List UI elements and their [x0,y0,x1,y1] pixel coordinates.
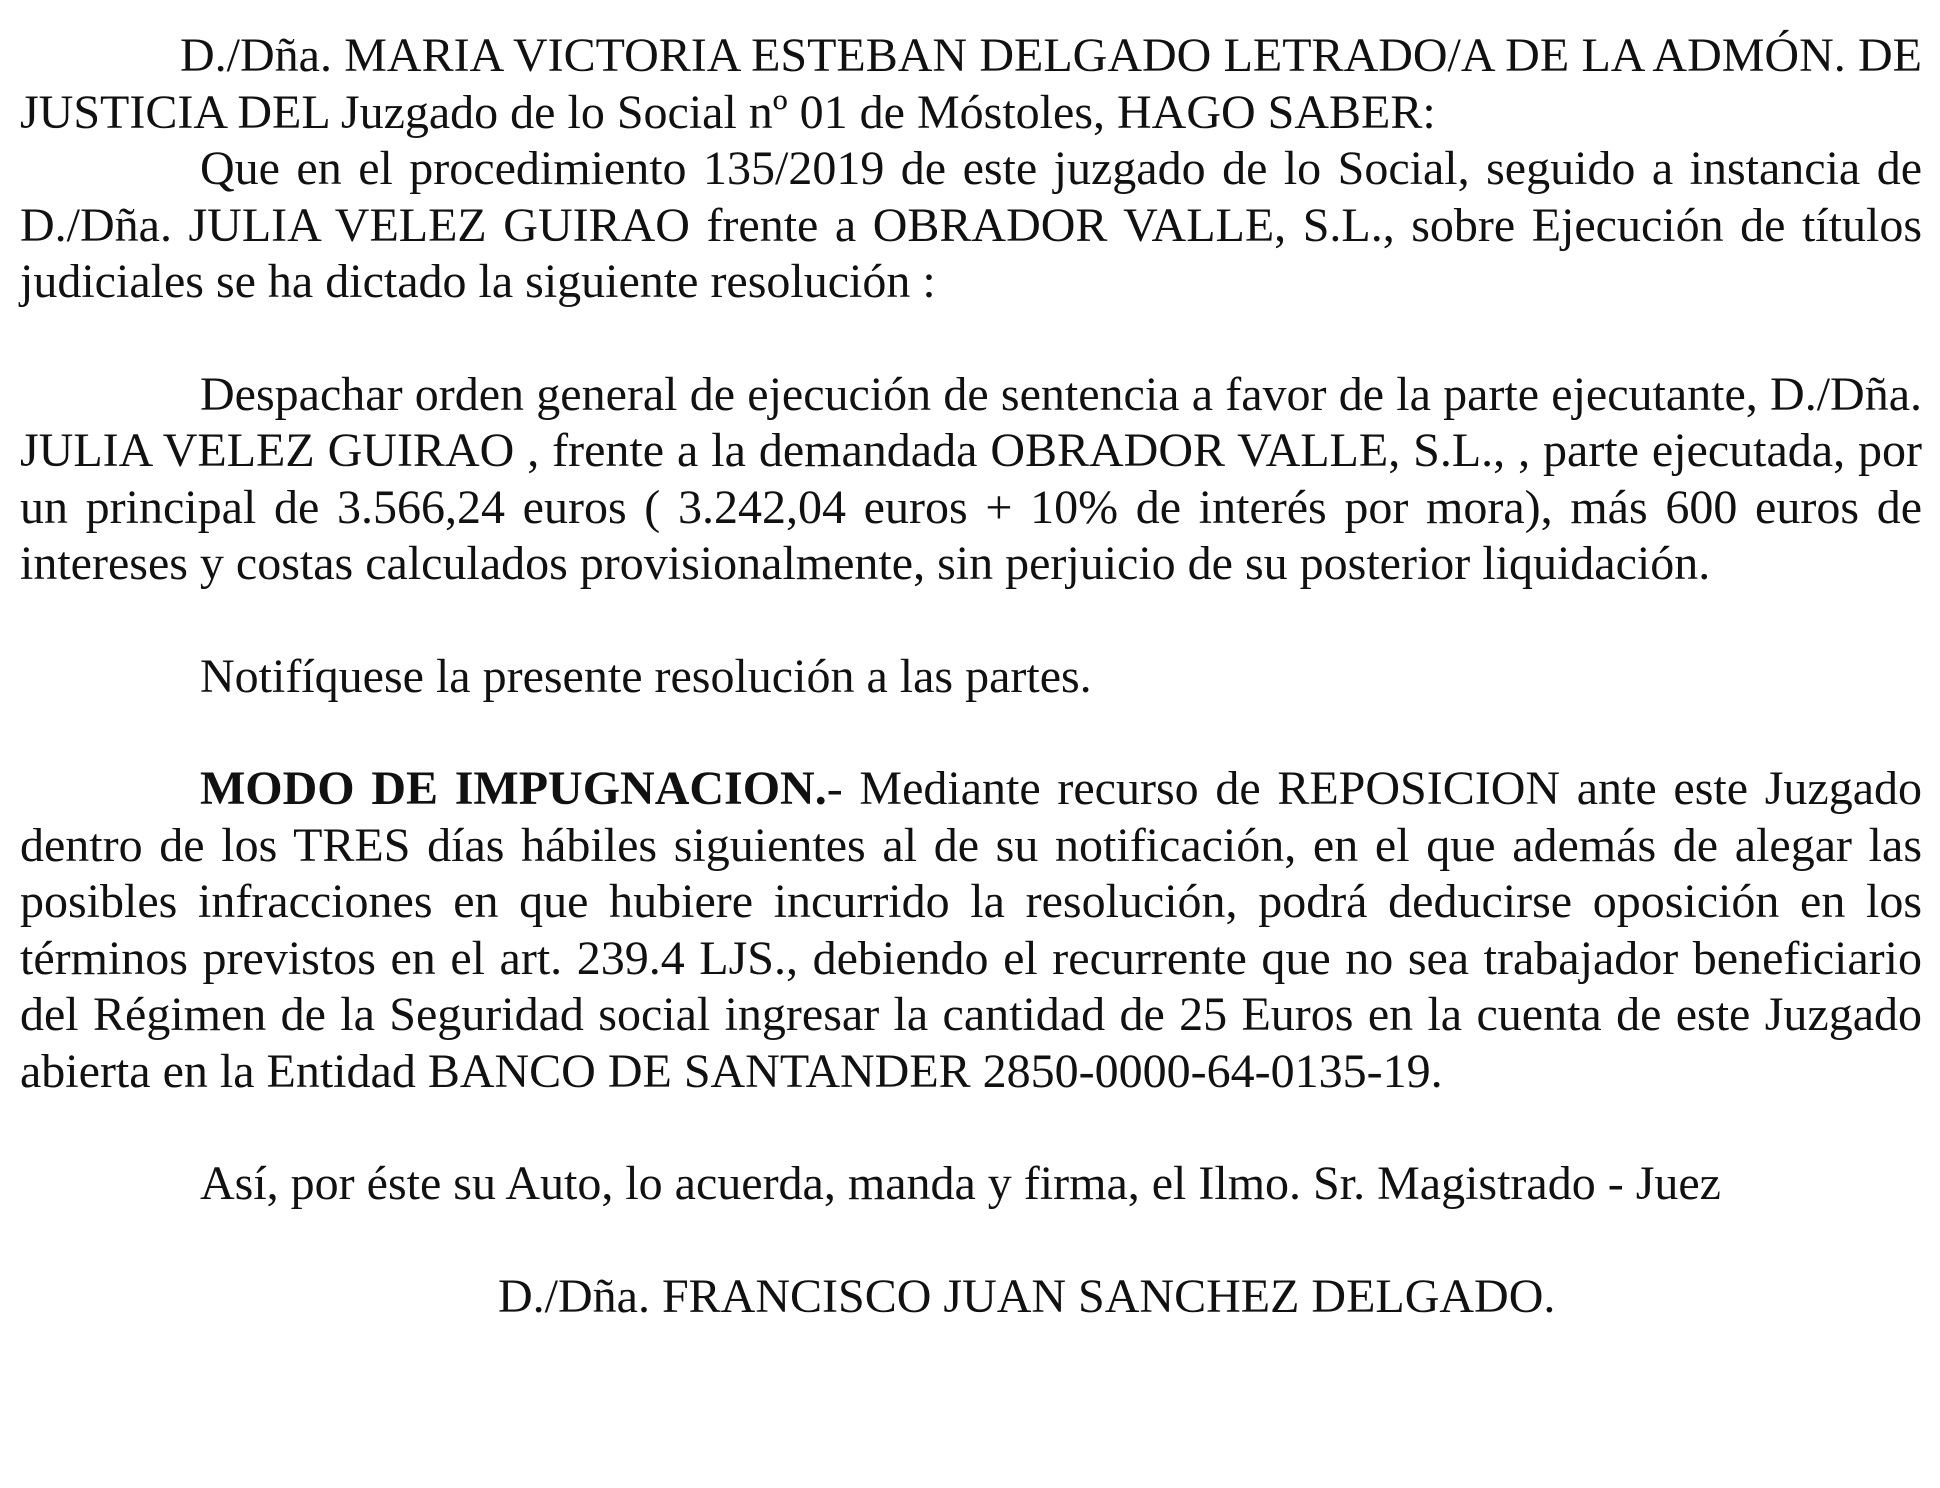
impugnation-text: - Mediante recurso de REPOSICION ante este Juzgado dentro de los TRES días hábiles siguientes al de su notificación, en el que además de alegar las posibles infracciones en que hubiere incurrido la resolución, podrá deducirse oposición en los términos previstos en el art. 239.4 LJS., debiendo el recurrente que no sea trabajador beneficiario del Régimen de la Seguridad social ingresar la cantidad de 25 Euros en la cuenta de este Juzgado abierta en la Entidad BANCO DE SANTANDER 2850-0000-64-0135-19. [20,762,1922,1098]
impugnation-heading: MODO DE IMPUGNACION. [200,762,827,815]
impugnation-paragraph [20,761,1922,1100]
order-paragraph: Despachar orden general de ejecución de sentencia a favor de la parte ejecutante, D./Dña. JULIA VELEZ GUIRAO , frente a la demandada OBRADOR VALLE, S.L., , parte ejecutada, por un principal de 3.566,24 euros ( 3.242,04 euros + 10% de interés por mora), más 600 euros de intereses y costas calculados provisionalmente, sin perjuicio de su posterior liquidación. [20,367,1922,590]
spacer [20,705,1922,761]
spacer [20,593,1922,649]
notify-paragraph: Notifíquese la presente resolución a las partes. [200,649,1092,703]
spacer [20,1213,1922,1269]
closing-line: Así, por éste su Auto, lo acuerda, manda y firma, el Ilmo. Sr. Magistrado - Juez [200,1157,1721,1210]
signatory-line: D./Dña. FRANCISCO JUAN SANCHEZ DELGADO. [498,1269,1556,1323]
procedure-paragraph: Que en el procedimiento 135/2019 de este juzgado de lo Social, seguido a instancia de D./Dña. JULIA VELEZ GUIRAO frente a OBRADOR VALLE, S.L., sobre Ejecución de títulos judiciales se ha dictado la siguiente resolución : [20,142,1922,308]
spacer [20,1100,1922,1156]
intro-paragraph: D./Dña. MARIA VICTORIA ESTEBAN DELGADO LETRADO/A DE LA ADMÓN. DE JUSTICIA DEL Juzgado de lo Social nº 01 de Móstoles, HAGO SABER: [20,29,1922,139]
spacer [20,311,1922,367]
